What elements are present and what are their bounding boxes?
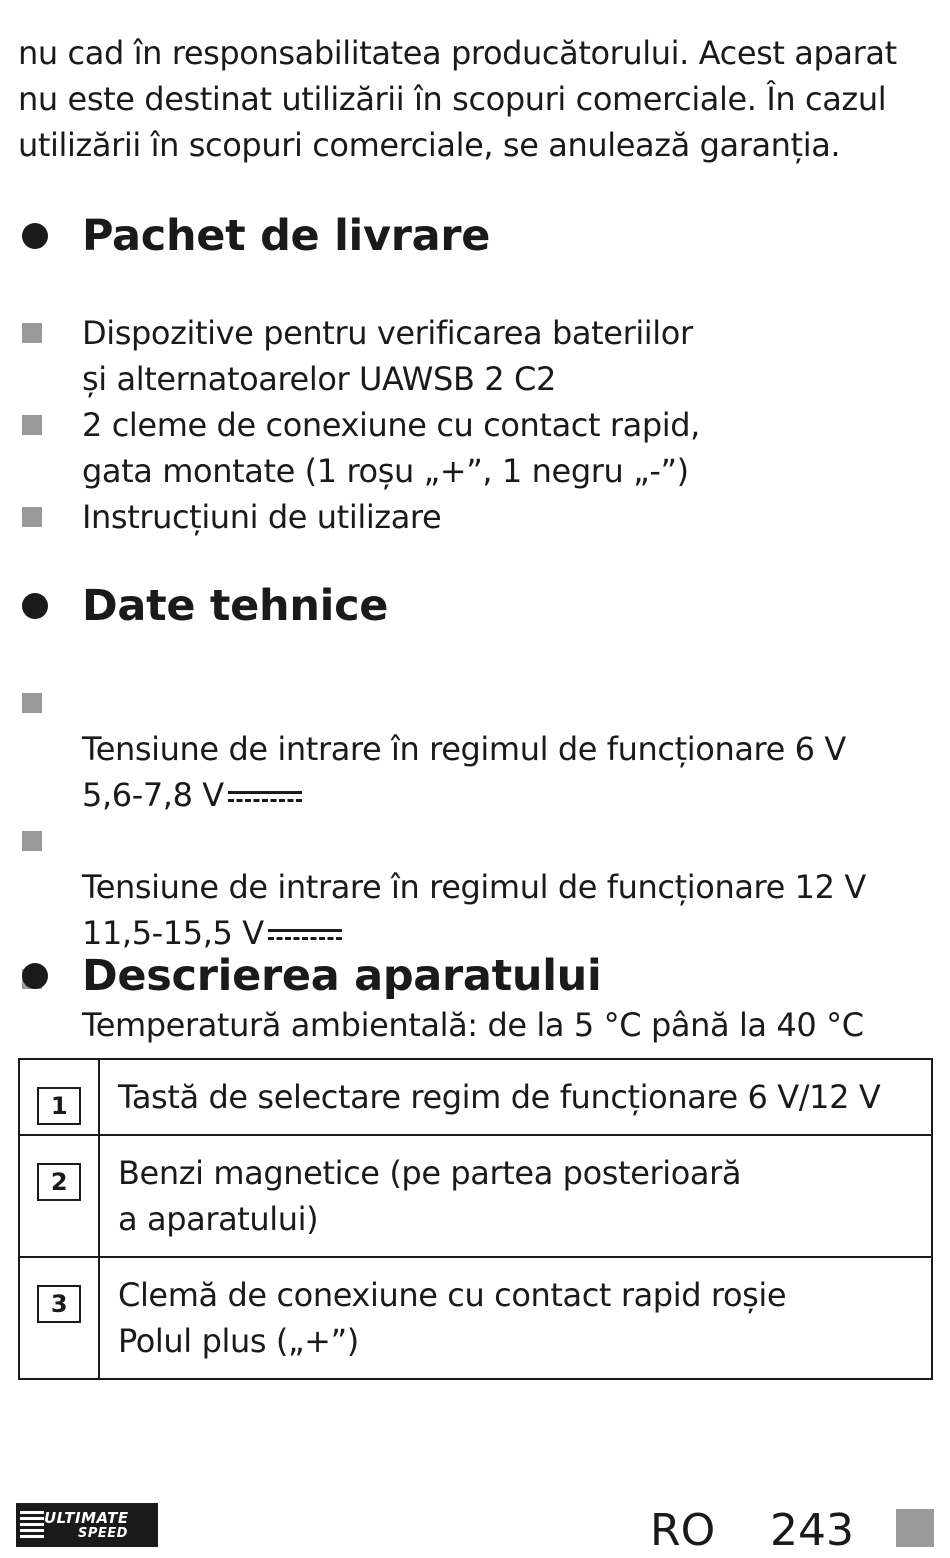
- square-bullet-icon: [22, 323, 42, 343]
- table-row: [19, 1135, 932, 1257]
- bullet-dot-icon: [22, 963, 48, 989]
- description-title: Descrierea aparatului: [82, 951, 602, 1001]
- table-row: [19, 1059, 932, 1135]
- row-number: 1: [37, 1087, 81, 1125]
- brand-logo: [16, 1503, 158, 1547]
- technical-item-line2: 11,5-15,5 V: [82, 914, 264, 952]
- dc-voltage-icon: [268, 927, 342, 943]
- square-bullet-icon: [22, 693, 42, 713]
- section-heading-technical: [18, 576, 389, 636]
- row-number-cell: [19, 1257, 99, 1379]
- logo-line1: ULTIMATE: [44, 1509, 129, 1527]
- section-heading-delivery: [18, 206, 491, 266]
- row-number: 2: [37, 1163, 81, 1201]
- square-bullet-icon: [22, 415, 42, 435]
- delivery-item-text: Dispozitive pentru verificarea bateriilor și alternatoarelor UAWSB 2 C2: [82, 314, 693, 398]
- list-item: [18, 680, 933, 818]
- delivery-title: Pachet de livrare: [82, 211, 491, 261]
- list-item: [18, 494, 933, 540]
- delivery-item-text: Instrucțiuni de utilizare: [82, 498, 442, 536]
- description-table: [18, 1058, 933, 1380]
- list-item: [18, 310, 933, 402]
- square-bullet-icon: [22, 507, 42, 527]
- page-marker-icon: [896, 1509, 934, 1547]
- logo-line2: SPEED: [78, 1526, 128, 1541]
- square-bullet-icon: [22, 831, 42, 851]
- row-text: Benzi magnetice (pe partea posterioară a aparatului): [99, 1135, 932, 1257]
- page-number: 243: [770, 1505, 854, 1556]
- section-heading-description: [18, 946, 602, 1006]
- technical-item-line2: 5,6-7,8 V: [82, 776, 224, 814]
- delivery-list: [18, 310, 933, 540]
- row-number: 3: [37, 1285, 81, 1323]
- bullet-dot-icon: [22, 593, 48, 619]
- list-item: [18, 818, 933, 956]
- delivery-item-text: 2 cleme de conexiune cu contact rapid, gata montate (1 roșu „+”, 1 negru „-”): [82, 406, 700, 490]
- technical-item-line1: Temperatură ambientală: de la 5 °C până la 40 °C: [82, 1006, 864, 1044]
- table-row: [19, 1257, 932, 1379]
- technical-item-line1: Tensiune de intrare în regimul de funcționare 6 V: [82, 730, 846, 768]
- dc-voltage-icon: [228, 789, 302, 805]
- logo-stripes-icon: [20, 1511, 44, 1539]
- bullet-dot-icon: [22, 223, 48, 249]
- row-text: Clemă de conexiune cu contact rapid roșie Polul plus („+”): [99, 1257, 932, 1379]
- technical-item-line1: Tensiune de intrare în regimul de funcționare 12 V: [82, 868, 866, 906]
- technical-title: Date tehnice: [82, 581, 389, 631]
- row-number-cell: [19, 1135, 99, 1257]
- row-text: Tastă de selectare regim de funcționare 6 V/12 V: [99, 1059, 932, 1135]
- row-number-cell: [19, 1059, 99, 1135]
- language-code: RO: [650, 1505, 716, 1556]
- list-item: [18, 402, 933, 494]
- intro-paragraph: nu cad în responsabilitatea producătorului. Acest aparat nu este destinat utilizării în scopuri comerciale. În cazul utilizării în scopuri comerciale, se anulează garanția.: [18, 34, 897, 164]
